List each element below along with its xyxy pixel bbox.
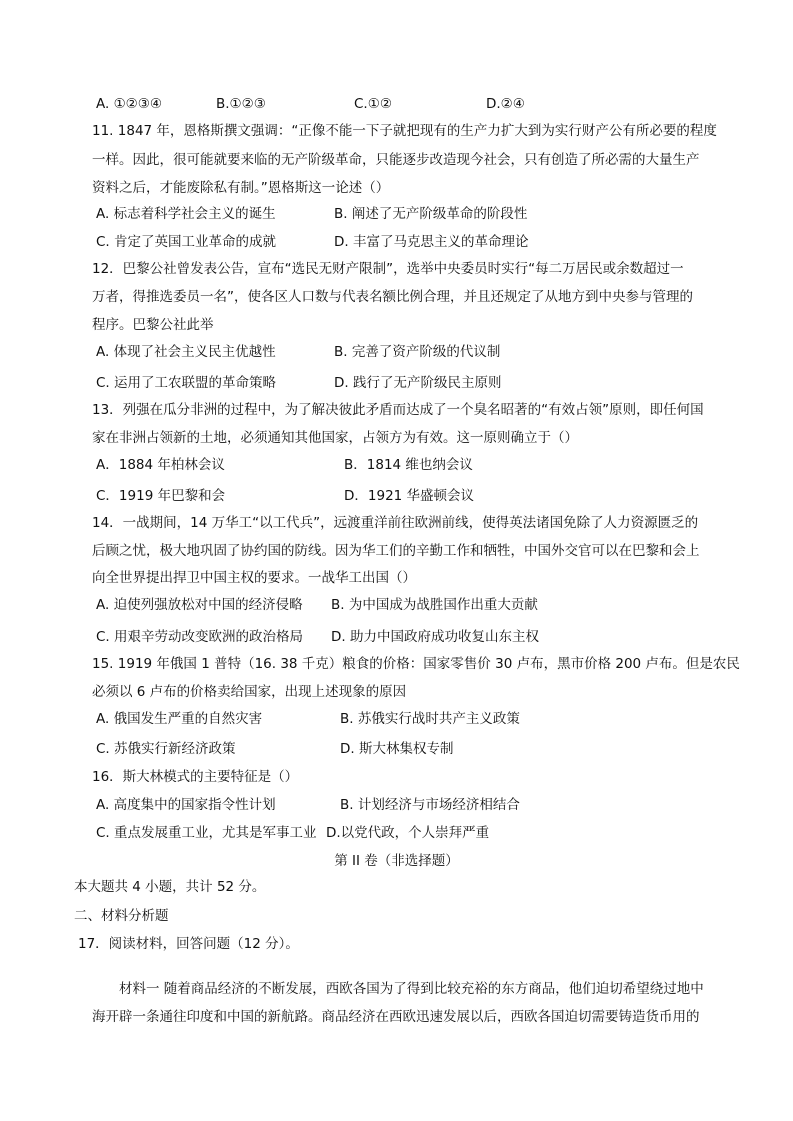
- q11-stem-3: 资料之后，才能废除私有制。”恩格斯这一论述（）: [92, 180, 390, 196]
- q15-options-row2: [96, 739, 716, 759]
- section-heading: 二、材料分析题: [74, 908, 169, 924]
- q15-option-a: A. 俄国发生严重的自然灾害: [96, 711, 263, 727]
- q14-options-row1: [96, 595, 716, 615]
- q11-stem-2: 一样。因此，很可能就要来临的无产阶级革命，只能逐步改造现今社会，只有创造了所必需的大量生产: [92, 152, 700, 168]
- q11-option-b: B. 阐述了无产阶级革命的阶段性: [334, 206, 528, 222]
- q15-stem-2: 必须以 6 卢布的价格卖给国家，出现上述现象的原因: [92, 684, 407, 700]
- q12-stem-1: 12．巴黎公社曾发表公告，宣布“选民无财产限制”，选举中央委员时实行“每二万居民或余数超过一: [92, 261, 684, 277]
- material-1-paragraph: 材料一 随着商品经济的不断发展，西欧各国为了得到比较充裕的东方商品，他们迫切希望绕过地中海开辟一条通往印度和中国的新航路。商品经济在西欧迅速发展以后，西欧各国迫切需要铸造货币用的: [92, 981, 704, 1025]
- q14-option-c: C. 用艰辛劳动改变欧洲的政治格局: [96, 629, 304, 645]
- q14-option-a: A. 迫使列强放松对中国的经济侵略: [96, 597, 303, 613]
- q16-option-b: B. 计划经济与市场经济相结合: [340, 797, 520, 813]
- q14-options-row2: [96, 627, 716, 647]
- q15-option-b: B. 苏俄实行战时共产主义政策: [340, 711, 520, 727]
- q14-option-b: B. 为中国成为战胜国作出重大贡献: [331, 597, 538, 613]
- q11-stem-1: 11. 1847 年，恩格斯撰文强调：“正像不能一下子就把现有的生产力扩大到为实行财产公有所必要的程度: [92, 123, 717, 139]
- q12-option-c: C. 运用了工农联盟的革命策略: [96, 375, 277, 391]
- q13-option-d: D．1921 华盛顿会议: [344, 488, 475, 504]
- q15-options-row1: [96, 709, 716, 729]
- q16-option-a: A. 高度集中的国家指令性计划: [96, 797, 276, 813]
- q11-option-d: D. 丰富了马克思主义的革命理论: [334, 234, 529, 250]
- q13-options-row1: [96, 455, 716, 475]
- part2-summary: 本大题共 4 小题，共计 52 分。: [74, 879, 266, 895]
- q16-option-d: D.以党代政，个人崇拜严重: [326, 825, 490, 841]
- q13-option-c: C．1919 年巴黎和会: [96, 488, 226, 504]
- q11-options-row1: [96, 204, 716, 224]
- q12-options-row2: [96, 373, 716, 393]
- q10-option-b: B.①②③: [216, 96, 266, 112]
- q13-option-b: B．1814 维也纳会议: [344, 457, 473, 473]
- q15-option-d: D. 斯大林集权专制: [340, 741, 454, 757]
- q10-option-d: D.②④: [486, 96, 525, 112]
- q14-stem-2: 后顾之忧，极大地巩固了协约国的防线。因为华工们的辛勤工作和牺牲，中国外交官可以在巴黎和会上: [92, 543, 700, 559]
- q11-options-row2: [96, 232, 716, 252]
- q12-options-row1: [96, 342, 716, 362]
- q11-option-a: A. 标志着科学社会主义的诞生: [96, 206, 276, 222]
- q12-stem-3: 程序。巴黎公社此举: [92, 317, 214, 333]
- q13-option-a: A．1884 年柏林会议: [96, 457, 225, 473]
- q13-options-row2: [96, 486, 716, 506]
- q14-stem-3: 向全世界提出捍卫中国主权的要求。一战华工出国（）: [92, 570, 416, 586]
- q16-stem-1: 16．斯大林模式的主要特征是（）: [92, 769, 299, 785]
- part2-title: 第 II 卷（非选择题）: [334, 853, 459, 869]
- q13-stem-2: 家在非洲占领新的土地，必须通知其他国家，占领方为有效。这一原则确立于（）: [92, 430, 578, 446]
- q14-stem-1: 14．一战期间，14 万华工“以工代兵”，远渡重洋前往欧洲前线，使得英法诸国免除了人力资源匮乏的: [92, 515, 699, 531]
- q12-stem-2: 万者，得推选委员一名”，使各区人口数与代表名额比例合理，并且还规定了从地方到中央参与管理的: [92, 289, 693, 305]
- q11-option-c: C. 肯定了英国工业革命的成就: [96, 234, 277, 250]
- q12-option-a: A. 体现了社会主义民主优越性: [96, 344, 276, 360]
- q15-stem-1: 15. 1919 年俄国 1 普特（16. 38 千克）粮食的价格：国家零售价 30 卢布，黑市价格 200 卢布。但是农民: [92, 656, 740, 672]
- q10-options: [96, 94, 716, 114]
- q10-option-a: A. ①②③④: [96, 96, 162, 112]
- q16-options-row1: [96, 795, 716, 815]
- q14-option-d: D. 助力中国政府成功收复山东主权: [331, 629, 539, 645]
- q15-option-c: C. 苏俄实行新经济政策: [96, 741, 236, 757]
- q16-option-c: C. 重点发展重工业，尤其是军事工业: [96, 825, 317, 841]
- q17-stem: 17．阅读材料，回答问题（12 分）。: [78, 936, 299, 952]
- q13-stem-1: 13．列强在瓜分非洲的过程中，为了解决彼此矛盾而达成了一个臭名昭著的“有效占领”原则，即任何国: [92, 402, 704, 418]
- q12-option-b: B. 完善了资产阶级的代议制: [334, 344, 501, 360]
- q12-option-d: D. 践行了无产阶级民主原则: [334, 375, 502, 391]
- q10-option-c: C.①②: [354, 96, 392, 112]
- q16-options-row2: [96, 823, 716, 843]
